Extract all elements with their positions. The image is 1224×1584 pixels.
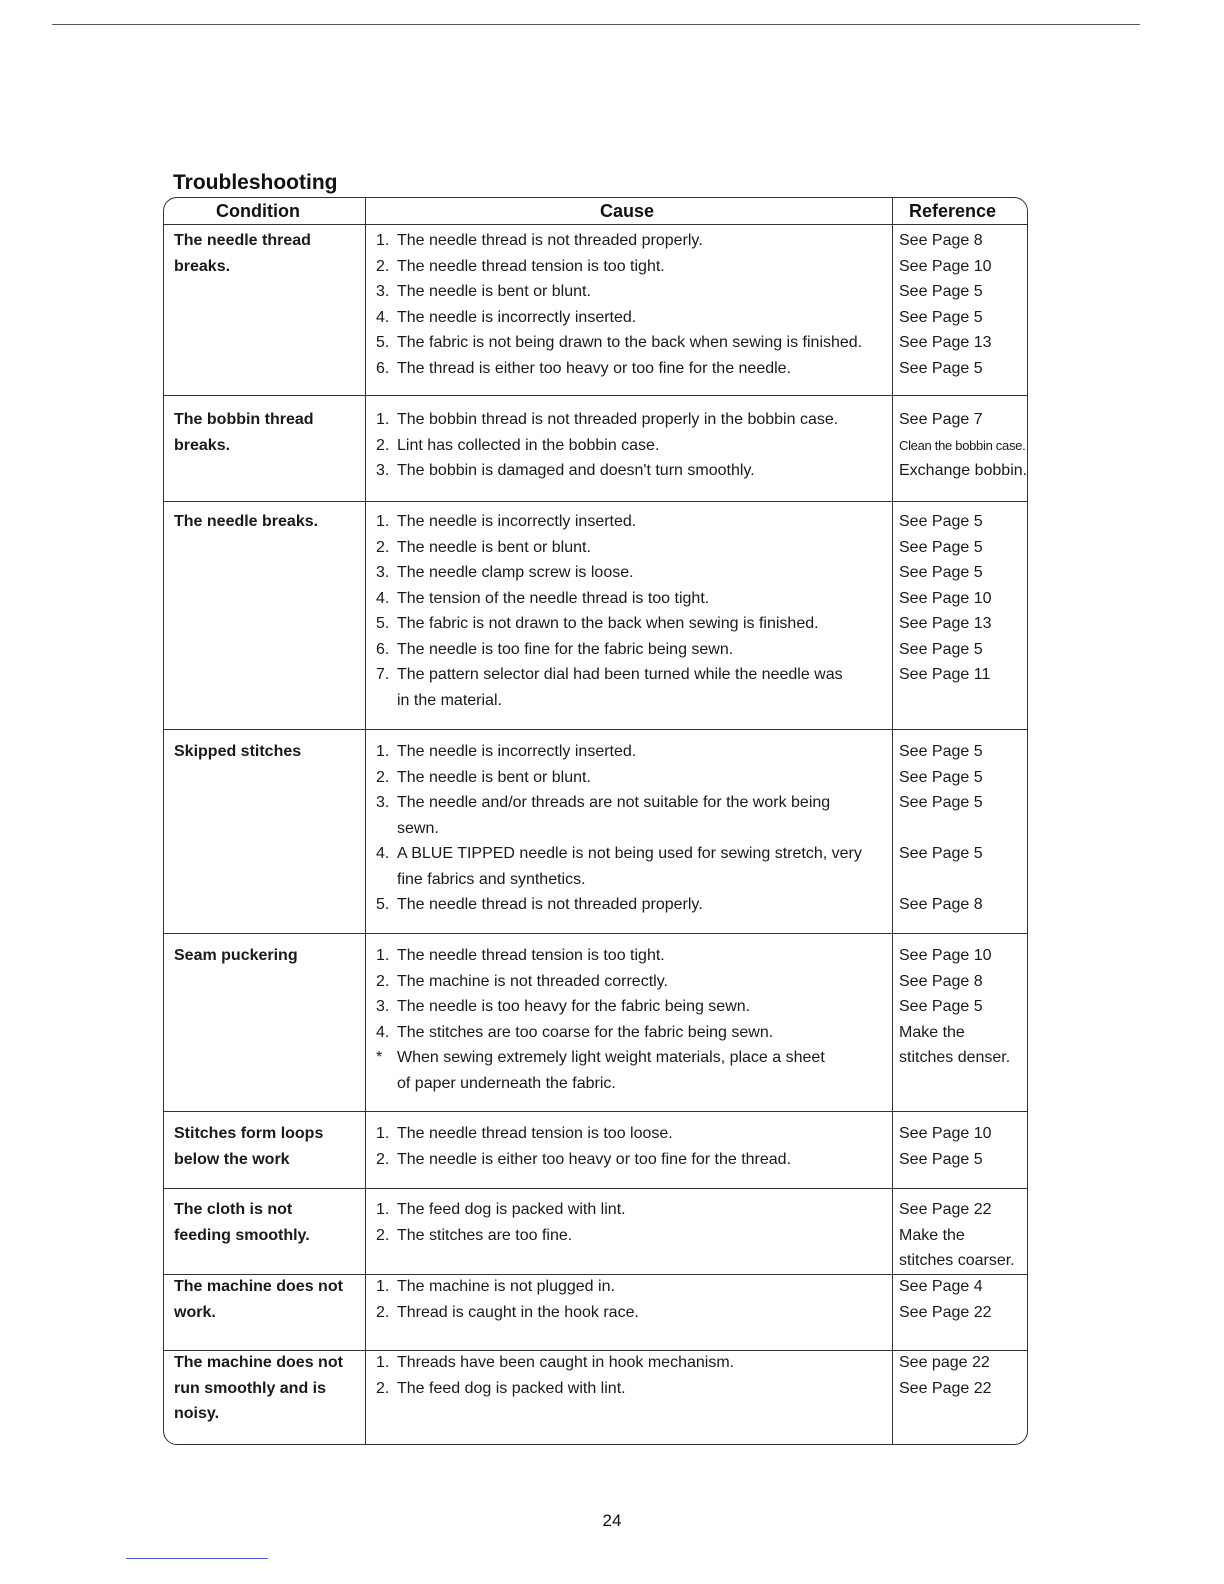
cause-number: 2. [376, 1379, 390, 1397]
cause-cell [376, 1350, 892, 1401]
reference-line [899, 867, 1027, 893]
reference-cell [899, 1274, 1027, 1325]
top-rule [52, 24, 1140, 25]
condition-line: Skipped stitches [174, 743, 302, 760]
page-number: 24 [602, 1511, 622, 1530]
cause-text: of paper underneath the fabric. [397, 1074, 616, 1092]
reference-line: See Page 11 [899, 666, 991, 683]
reference-cell [899, 1350, 1027, 1401]
condition-line: breaks. [174, 436, 231, 454]
cause-cell [376, 407, 892, 484]
reference-line: See Page 5 [899, 564, 983, 581]
reference-cell [899, 739, 1027, 918]
cause-line [376, 611, 892, 637]
condition-cell [174, 1274, 362, 1325]
condition-line: breaks. [174, 257, 231, 275]
cause-line [376, 637, 892, 663]
reference-line: See Page 13 [899, 615, 992, 632]
cause-line [376, 458, 892, 484]
row-divider [164, 729, 1027, 730]
cause-line [376, 1274, 892, 1300]
cause-number: 2. [376, 1303, 390, 1321]
cause-line [376, 305, 892, 331]
reference-line: See Page 8 [899, 232, 983, 249]
cause-text: The needle thread is not threaded properly. [397, 896, 703, 913]
cause-text: A BLUE TIPPED needle is not being used for sewing stretch, very [397, 845, 862, 862]
cause-number: 3. [376, 794, 390, 811]
condition-cell [174, 228, 362, 279]
condition-line: The needle thread [174, 232, 311, 249]
reference-line: See Page 7 [899, 411, 983, 428]
condition-line: noisy. [174, 1405, 220, 1422]
cause-number: 5. [376, 615, 390, 632]
condition-line: feeding smoothly. [174, 1226, 310, 1244]
cause-text: The needle is incorrectly inserted. [397, 308, 637, 326]
cause-text: The fabric is not drawn to the back when sewing is finished. [397, 615, 819, 632]
condition-line: below the work [174, 1150, 290, 1168]
condition-cell [174, 1350, 362, 1427]
cause-text: The needle is bent or blunt. [397, 768, 591, 786]
cause-line [376, 560, 892, 586]
cause-number: 1. [376, 232, 390, 249]
reference-line: Make the [899, 1023, 965, 1041]
cause-number: 1. [376, 1278, 390, 1295]
cause-number: 1. [376, 1125, 390, 1142]
condition-line: The bobbin thread [174, 411, 314, 428]
condition-line: The machine does not [174, 1354, 343, 1371]
cause-number: 5. [376, 334, 390, 351]
cause-cell [376, 1197, 892, 1248]
bottom-rule [126, 1558, 268, 1559]
cause-number: 4. [376, 1023, 390, 1041]
cause-number: * [376, 1049, 383, 1066]
condition-line: Stitches form loops [174, 1125, 324, 1142]
reference-line [899, 688, 1027, 714]
header-divider [164, 224, 1027, 225]
cause-line [376, 1350, 892, 1376]
reference-line: See Page 8 [899, 896, 983, 913]
reference-cell [899, 1197, 1027, 1274]
reference-cell [899, 509, 1027, 713]
cause-line [376, 356, 892, 382]
cause-text: When sewing extremely light weight materials, place a sheet [397, 1049, 825, 1066]
cause-line [376, 535, 892, 561]
reference-line: See Page 5 [899, 1150, 983, 1168]
reference-line: See Page 5 [899, 283, 983, 300]
cause-line [376, 688, 892, 714]
reference-line: See Page 10 [899, 1125, 992, 1142]
cause-number: 2. [376, 257, 390, 275]
reference-line: See Page 5 [899, 640, 983, 658]
cause-line [376, 279, 892, 305]
header-condition: Condition [216, 201, 300, 221]
cause-number: 6. [376, 359, 390, 377]
cause-text: sewn. [397, 819, 439, 837]
cause-line [376, 330, 892, 356]
cause-number: 3. [376, 283, 390, 300]
cause-line [376, 228, 892, 254]
cause-line [376, 1197, 892, 1223]
cause-number: 5. [376, 896, 390, 913]
cause-line [376, 739, 892, 765]
reference-line: See Page 8 [899, 972, 983, 990]
condition-cell [174, 739, 362, 765]
cause-text: The needle is either too heavy or too fine for the thread. [397, 1150, 792, 1168]
reference-line: See Page 5 [899, 359, 983, 377]
condition-line: run smoothly and is [174, 1379, 327, 1397]
reference-line: See Page 4 [899, 1278, 983, 1295]
cause-line [376, 943, 892, 969]
cause-number: 1. [376, 513, 390, 530]
page-title: Troubleshooting [173, 171, 338, 194]
cause-text: Lint has collected in the bobbin case. [397, 436, 660, 454]
cause-number: 2. [376, 972, 390, 990]
cause-line [376, 407, 892, 433]
header-reference: Reference [909, 201, 997, 221]
cause-text: The pattern selector dial had been turned while the needle was [397, 666, 843, 683]
cause-cell [376, 739, 892, 918]
cause-line [376, 1121, 892, 1147]
cause-line [376, 433, 892, 459]
cause-text: The stitches are too fine. [397, 1226, 573, 1244]
cause-number: 3. [376, 564, 390, 581]
reference-line [899, 816, 1027, 842]
cause-text: The thread is either too heavy or too fine for the needle. [397, 359, 792, 377]
cause-line [376, 1020, 892, 1046]
row-divider [164, 1188, 1027, 1189]
cause-line [376, 892, 892, 918]
cause-text: The needle and/or threads are not suitable for the work being [397, 794, 831, 811]
reference-cell [899, 943, 1027, 1096]
reference-line: See page 22 [899, 1354, 990, 1371]
reference-line: See Page 22 [899, 1303, 992, 1321]
reference-line: See Page 5 [899, 794, 983, 811]
row-divider [164, 933, 1027, 934]
cause-number: 1. [376, 743, 390, 760]
header-cause: Cause [600, 201, 655, 221]
condition-line: The needle breaks. [174, 513, 319, 530]
cause-number: 4. [376, 308, 390, 326]
reference-line: See Page 5 [899, 998, 983, 1015]
reference-line: See Page 5 [899, 768, 983, 786]
reference-line: See Page 10 [899, 257, 992, 275]
condition-line: work. [174, 1303, 216, 1321]
cause-line [376, 1045, 892, 1071]
cause-number: 2. [376, 538, 390, 556]
cause-number: 2. [376, 768, 390, 786]
cause-text: The tension of the needle thread is too tight. [397, 589, 710, 607]
cause-text: Thread is caught in the hook race. [397, 1303, 639, 1321]
cause-cell [376, 228, 892, 381]
cause-text: The bobbin thread is not threaded properly in the bobbin case. [397, 411, 839, 428]
cause-text: The needle is incorrectly inserted. [397, 513, 637, 530]
cause-text: Threads have been caught in hook mechanism. [397, 1354, 735, 1371]
row-divider [164, 395, 1027, 396]
reference-line: Make the [899, 1226, 965, 1244]
condition-line: Seam puckering [174, 947, 298, 964]
cause-cell [376, 943, 892, 1096]
reference-line: See Page 13 [899, 334, 992, 351]
cause-text: The stitches are too coarse for the fabric being sewn. [397, 1023, 774, 1041]
cause-number: 1. [376, 947, 390, 964]
cause-line [376, 662, 892, 688]
condition-cell [174, 1197, 362, 1248]
cause-text: The needle is too heavy for the fabric being sewn. [397, 998, 751, 1015]
cause-text: The machine is not plugged in. [397, 1278, 615, 1295]
reference-line: See Page 5 [899, 538, 983, 556]
cause-text: The feed dog is packed with lint. [397, 1201, 626, 1218]
reference-cell [899, 228, 1027, 381]
cause-line [376, 969, 892, 995]
cause-line [376, 994, 892, 1020]
cause-text: The needle thread tension is too tight. [397, 257, 665, 275]
cause-text: fine fabrics and synthetics. [397, 870, 586, 888]
cause-line [376, 1071, 892, 1097]
cause-text: The needle is bent or blunt. [397, 283, 591, 300]
reference-line: See Page 10 [899, 947, 992, 964]
cause-text: The bobbin is damaged and doesn't turn smoothly. [397, 462, 755, 479]
cause-text: The needle is too fine for the fabric being sewn. [397, 640, 734, 658]
cause-number: 4. [376, 845, 390, 862]
cause-number: 3. [376, 462, 390, 479]
condition-line: The machine does not [174, 1278, 343, 1295]
reference-line: See Page 10 [899, 589, 992, 607]
cause-line [376, 254, 892, 280]
reference-line: stitches coarser. [899, 1252, 1015, 1269]
cause-line [376, 1147, 892, 1173]
cause-text: The needle thread tension is too tight. [397, 947, 665, 964]
reference-cell [899, 407, 1027, 484]
reference-line: See Page 5 [899, 513, 983, 530]
reference-line: See Page 22 [899, 1379, 992, 1397]
cause-number: 2. [376, 436, 390, 454]
row-divider [164, 1111, 1027, 1112]
condition-cell [174, 407, 362, 458]
cause-line [376, 1300, 892, 1326]
reference-line: See Page 5 [899, 845, 983, 862]
column-divider [365, 198, 366, 1444]
reference-line: Exchange bobbin. [899, 462, 1028, 479]
reference-line: Clean the bobbin case. [899, 437, 1026, 453]
reference-line: See Page 22 [899, 1201, 992, 1218]
cause-line [376, 1376, 892, 1402]
troubleshooting-table [163, 197, 1028, 1445]
cause-line [376, 509, 892, 535]
cause-number: 4. [376, 589, 390, 607]
condition-cell [174, 943, 362, 969]
cause-line [376, 790, 892, 816]
condition-line: The cloth is not [174, 1201, 293, 1218]
cause-line [376, 867, 892, 893]
cause-text: in the material. [397, 691, 502, 709]
reference-cell [899, 1121, 1027, 1172]
cause-cell [376, 509, 892, 713]
cause-cell [376, 1274, 892, 1325]
cause-number: 2. [376, 1226, 390, 1244]
cause-text: The needle thread is not threaded properly. [397, 232, 703, 249]
cause-number: 1. [376, 411, 390, 428]
cause-line [376, 816, 892, 842]
condition-cell [174, 509, 362, 535]
cause-text: The needle thread tension is too loose. [397, 1125, 673, 1142]
reference-line: See Page 5 [899, 308, 983, 326]
cause-text: The machine is not threaded correctly. [397, 972, 668, 990]
cause-line [376, 586, 892, 612]
cause-number: 6. [376, 640, 390, 658]
cause-line [376, 765, 892, 791]
reference-line: stitches denser. [899, 1049, 1011, 1066]
cause-text: The needle is incorrectly inserted. [397, 743, 637, 760]
cause-text: The needle is bent or blunt. [397, 538, 591, 556]
column-divider [892, 198, 893, 1444]
cause-cell [376, 1121, 892, 1172]
reference-line: See Page 5 [899, 743, 983, 760]
cause-number: 2. [376, 1150, 390, 1168]
cause-number: 3. [376, 998, 390, 1015]
reference-line [899, 1071, 1027, 1097]
condition-cell [174, 1121, 362, 1172]
cause-line [376, 1223, 892, 1249]
cause-text: The feed dog is packed with lint. [397, 1379, 626, 1397]
cause-line [376, 841, 892, 867]
cause-number: 1. [376, 1201, 390, 1218]
cause-text: The needle clamp screw is loose. [397, 564, 634, 581]
cause-number: 7. [376, 666, 390, 683]
row-divider [164, 501, 1027, 502]
cause-number: 1. [376, 1354, 390, 1371]
cause-text: The fabric is not being drawn to the back when sewing is finished. [397, 334, 863, 351]
